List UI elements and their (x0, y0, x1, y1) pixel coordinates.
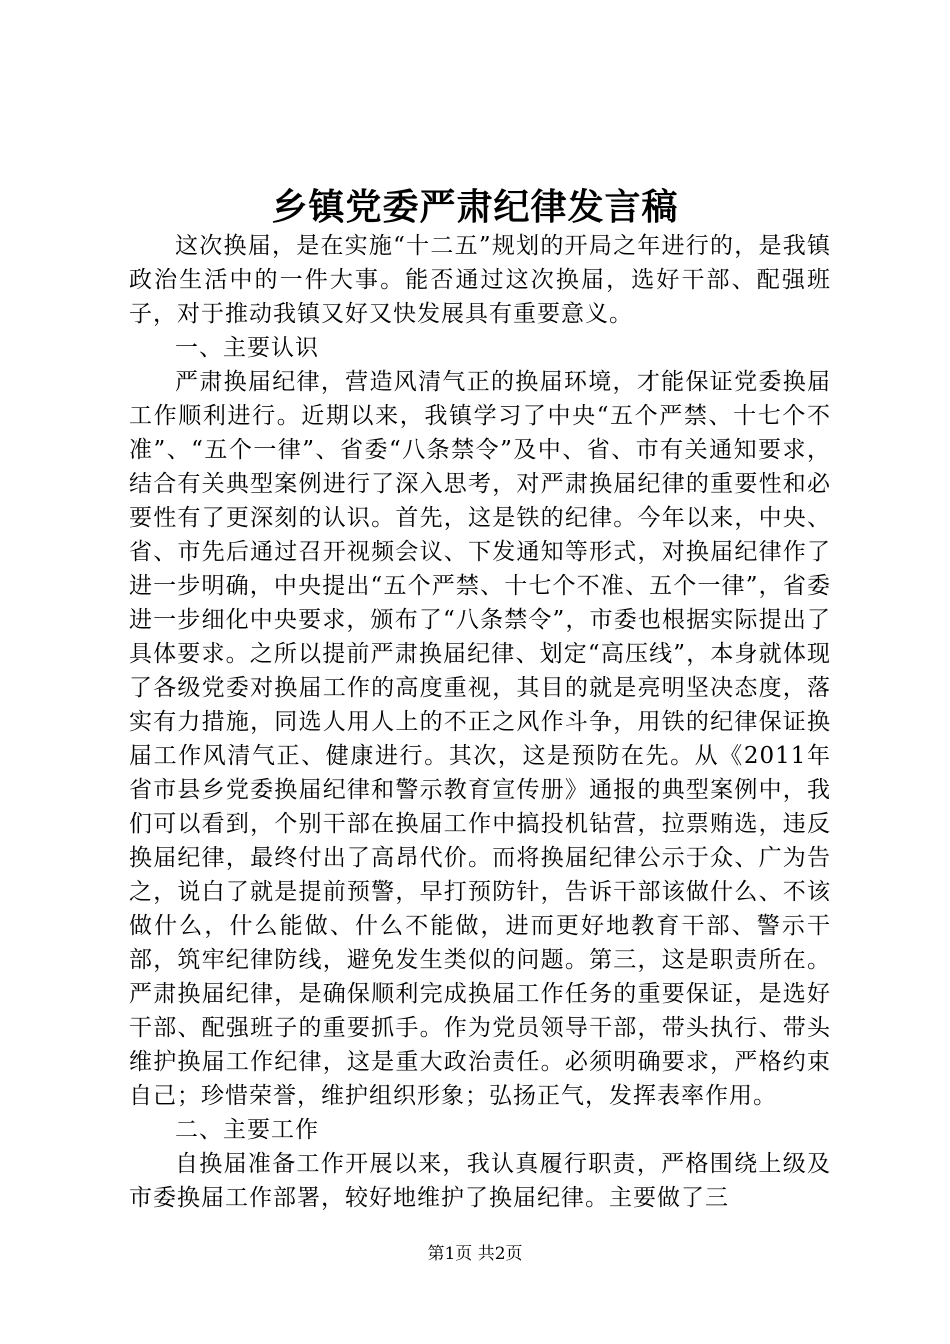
page-number-footer: 第1页 共2页 (427, 1244, 523, 1264)
section-heading-main-work: 二、主要工作 (175, 1117, 319, 1143)
section-heading-main-understanding: 一、主要认识 (175, 335, 319, 361)
document-body (129, 229, 831, 1215)
intro-paragraph: 这次换届，是在实施“十二五”规划的开局之年进行的，是我镇政治生活中的一件大事。能否通过这次换届，选好干部、配强班子，对于推动我镇又好又快发展具有重要意义。 (129, 233, 831, 327)
main-understanding-paragraph: 严肃换届纪律，营造风清气正的换届环境，才能保证党委换届工作顺利进行。近期以来，我镇学习了中央“五个严禁、十七个不准”、“五个一律”、省委“八条禁令”及中、省、市有关通知要求，结合有关典型案例进行了深入思考，对严肃换届纪律的重要性和必要性有了更深刻的认识。首先，这是铁的纪律。今年以来，中央、省、市先后通过召开视频会议、下发通知等形式，对换届纪律作了进一步明确，中央提出“五个严禁、十七个不准、五个一律”，省委进一步细化中央要求，颁布了“八条禁令”，市委也根据实际提出了具体要求。之所以提前严肃换届纪律、划定“高压线”，本身就体现了各级党委对换届工作的高度重视，其目的就是亮明坚决态度，落实有力措施，同选人用人上的不正之风作斗争，用铁的纪律保证换届工作风清气正、健康进行。其次，这是预防在先。从《2011年省市县乡党委换届纪律和警示教育宣传册》通报的典型案例中，我们可以看到，个别干部在换届工作中搞投机钻营，拉票贿选，违反换届纪律，最终付出了高昂代价。而将换届纪律公示于众、广为告之，说白了就是提前预警，早打预防针，告诉干部该做什么、不该做什么，什么能做、什么不能做，进而更好地教育干部、警示干部，筑牢纪律防线，避免发生类似的问题。第三，这是职责所在。严肃换届纪律，是确保顺利完成换届工作任务的重要保证，是选好干部、配强班子的重要抓手。作为党员领导干部，带头执行、带头维护换届工作纪律，这是重大政治责任。必须明确要求，严格约束自己；珍惜荣誉，维护组织形象；弘扬正气，发挥表率作用。 (129, 369, 831, 1109)
document-title: 乡镇党委严肃纪律发言稿 (271, 186, 679, 228)
main-work-paragraph: 自换届准备工作开展以来，我认真履行职责，严格围绕上级及市委换届工作部署，较好地维护了换届纪律。主要做了三 (129, 1151, 831, 1211)
